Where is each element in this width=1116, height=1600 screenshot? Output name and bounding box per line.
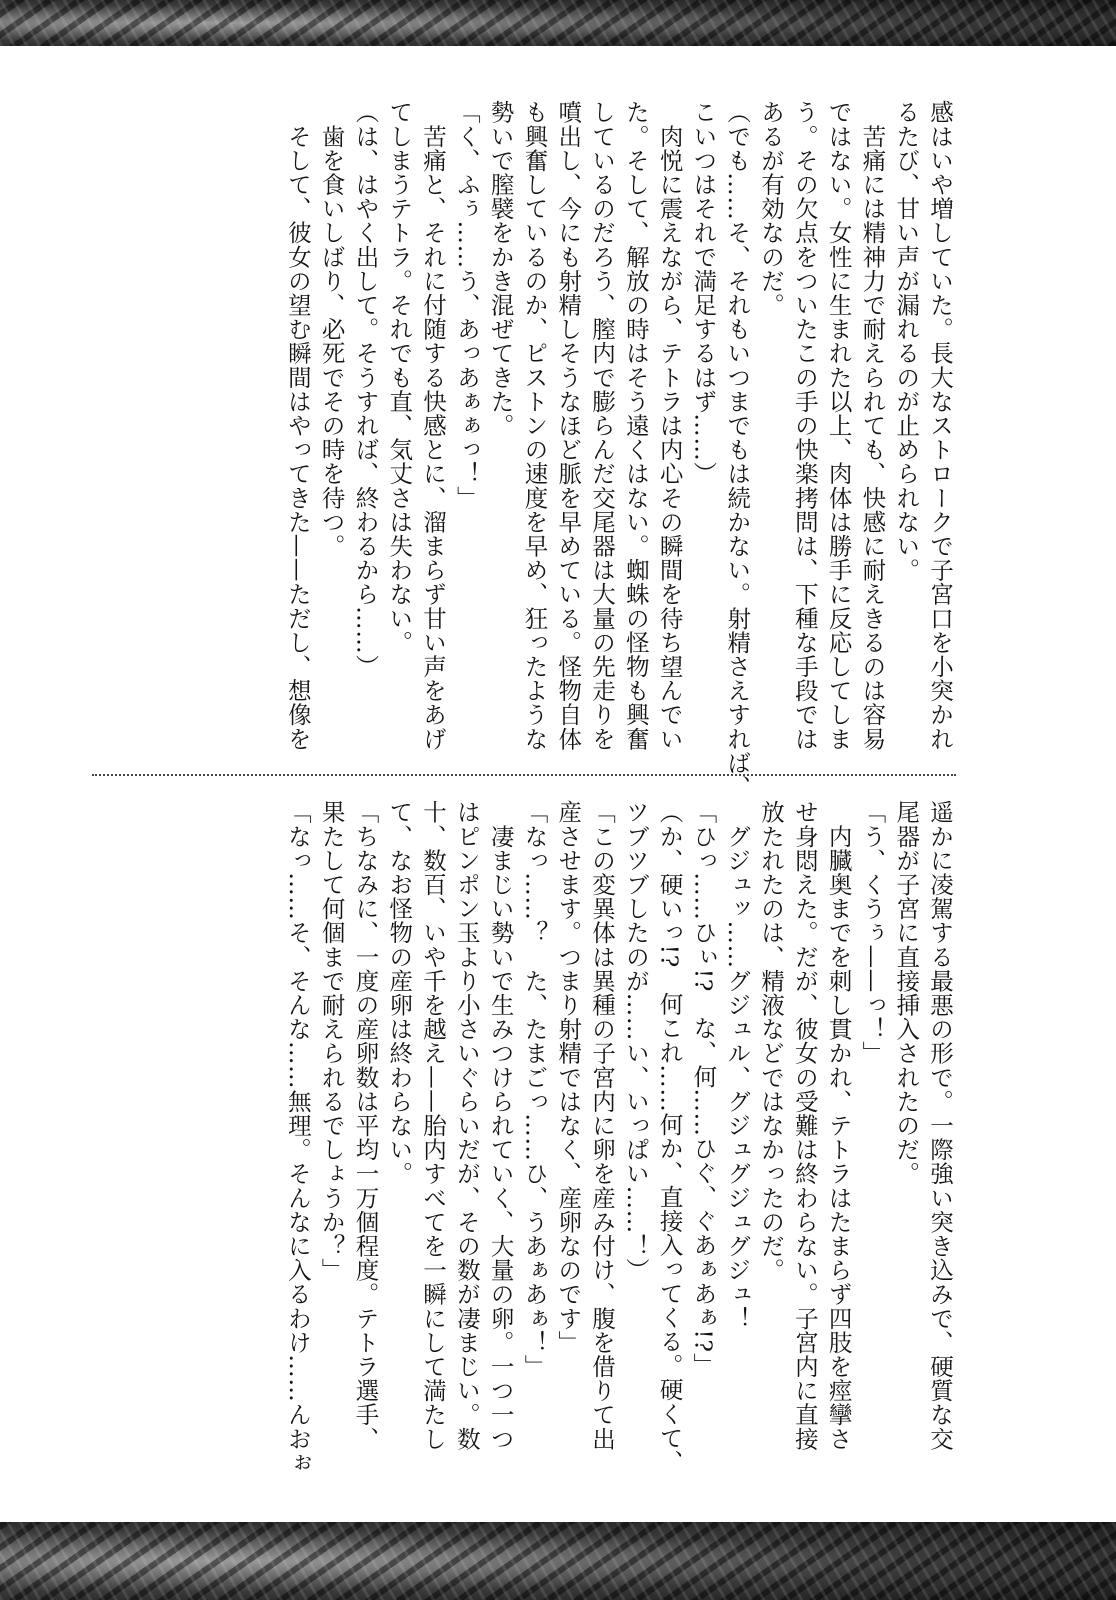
text-line: はピンポン玉より小さいぐらいだが、その数が凄まじい。数 [452,800,481,1451]
text-line: そして、彼女の望む瞬間はやってきた——ただし、想像を [283,100,312,751]
text-line: 肉悦に震えながら、テトラは内心その瞬間を待ち望んでい [655,100,684,751]
text-line: も興奮しているのか、ピストンの速度を早め、狂ったような [520,100,549,751]
text-line: 「く、ふぅ……う、あっあぁぁっ！」 [452,100,481,510]
text-line: こいつはそれで満足するはず……） [689,100,718,486]
text-line: （は、はやく出して。そうすれば、終わるから……） [351,100,380,679]
text-line: グジュッ……グジュル、グジュグジュグジュ！ [723,800,752,1331]
text-line: 産させます。つまり射精ではなく、産卵なのです」 [554,800,583,1355]
text-line: 十、数百、いや千を越え——胎内すべてを一瞬にして満たし [419,800,448,1451]
text-line: 「ちなみに、一度の産卵数は平均一万個程度。テトラ選手、 [351,800,380,1451]
text-line: う。その欠点をついたこの手の快楽拷問は、下種な手段では [790,100,819,751]
text-line: 果たして何個まで耐えられるでしょうか？」 [317,800,346,1282]
bottom-decorative-band [0,1522,1116,1600]
text-line: 凄まじい勢いで生みつけられていく、大量の卵。一つ一つ [486,800,515,1451]
text-line: 苦痛には精神力で耐えられても、快感に耐えきるのは容易 [858,100,887,751]
text-line: 噴出し、今にも射精しそうなほど脈を早めている。怪物自体 [554,100,583,751]
lower-text-block [92,800,956,1475]
text-line: 「なっ……そ、そんな……無理。そんなに入るわけ……んおぉ [283,800,312,1475]
text-line: てしまうテトラ。それでも直、気丈さは失わない。 [385,100,414,655]
text-line: せ身悶えた。だが、彼女の受難は終わらない。子宮内に直接 [790,800,819,1451]
text-line: るたび、甘い声が漏れるのが止められない。 [892,100,921,582]
text-line: 勢いで膣襞をかき混ぜてきた。 [486,100,515,438]
text-line: 「う、くうぅ——っ！」 [858,800,887,1066]
text-line: て、なお怪物の産卵は終わらない。 [385,800,414,1186]
text-line: しているのだろう、膣内で膨らんだ交尾器は大量の先走りを [588,100,617,751]
top-decorative-band [0,0,1116,46]
text-line: ツブツブしたのが……い、いっぱい……！） [621,800,650,1282]
text-line: 歯を食いしばり、必死でその時を待つ。 [317,100,346,558]
dotted-divider [92,774,956,776]
text-line: ではない。女性に生まれた以上、肉体は勝手に反応してしま [824,100,853,751]
text-line: 感はいや増していた。長大なストロークで子宮口を小突かれ [926,100,954,751]
text-line: 苦痛と、それに付随する快感とに、溜まらず甘い声をあげ [419,100,448,751]
text-line: （か、硬いっ!? 何これ……何か、直接入ってくる。硬くて、 [655,800,684,1474]
text-line: （でも……そ、それもいつまでもは続かない。射精さえすれば、 [723,100,752,799]
text-line: あるが有効なのだ。 [757,100,786,317]
text-line: 「なっ……？ た、たまごっ……ひ、うあぁあぁ！」 [520,800,549,1379]
text-line: 「ひっ……ひぃ!? な、何……ひぐ、ぐあぁあぁ!?」 [689,800,718,1377]
upper-text-block [92,100,956,799]
text-line: た。そして、解放の時はそう遠くはない。蜘蛛の怪物も興奮 [621,100,650,751]
text-line: 内臓奥までを刺し貫かれ、テトラはたまらず四肢を痙攣さ [824,800,853,1451]
text-line: 尾器が子宮に直接挿入されたのだ。 [892,800,921,1186]
text-line: 放たれたのは、精液などではなかったのだ。 [757,800,786,1282]
text-line: 遥かに凌駕する最悪の形で。一際強い突き込みで、硬質な交 [926,800,954,1451]
text-line: 「この変異体は異種の子宮内に卵を産み付け、腹を借りて出 [588,800,617,1451]
